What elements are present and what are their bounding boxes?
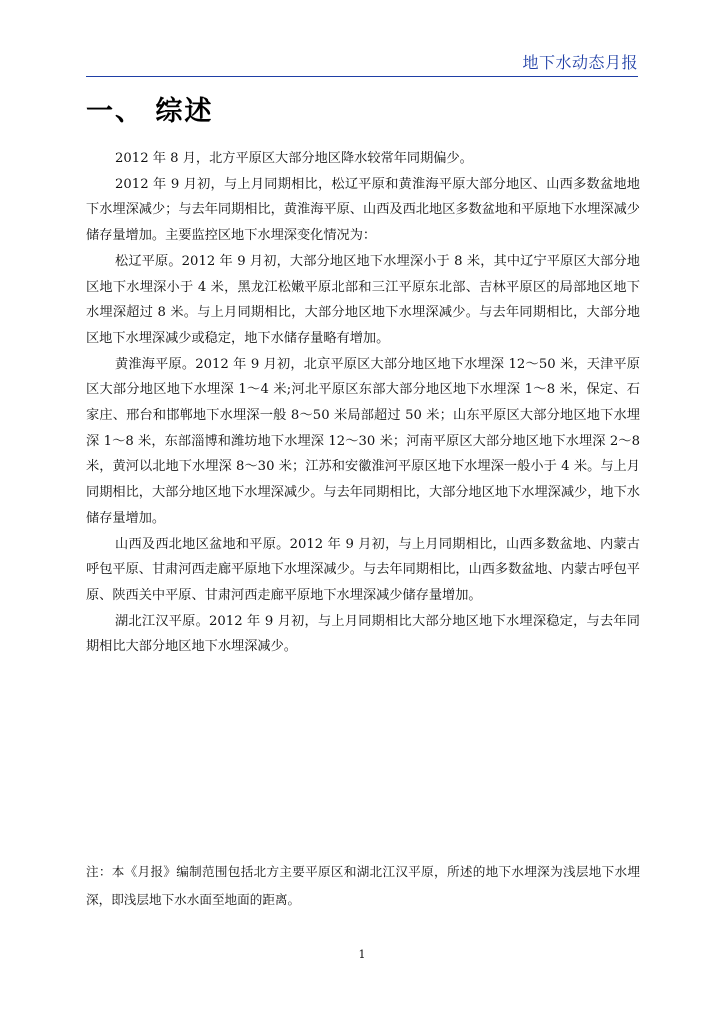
- section-heading: 一、 综述: [86, 96, 214, 127]
- paragraph-jianghan-plain: 湖北江汉平原。2012 年 9 月初，与上月同期相比大部分地区地下水埋深稳定，与去年同期相比大部分地区地下水埋深减少。: [86, 613, 640, 655]
- report-title: 地下水动态月报: [522, 53, 638, 72]
- paragraph-overview: 2012 年 8 月，北方平原区大部分地区降水较常年同期偏少。: [115, 151, 473, 166]
- footnote: 注：本《月报》编制范围包括北方主要平原区和湖北江汉平原，所述的地下水埋深为浅层地下水埋深，即浅层地下水水面至地面的距离。: [86, 864, 640, 907]
- paragraph-songliao-plain: 松辽平原。2012 年 9 月初，大部分地区地下水埋深小于 8 米，其中辽宁平原区大部分地区地下水埋深小于 4 米，黑龙江松嫩平原北部和三江平原东北部、吉林平原区的局部地区地下水埋深超过 8 米。与上月同期相比，大部分地区地下水埋深减少。与去年同期相比，大部分地区地下水埋深减少或稳定，地下水储存量略有增加。: [86, 253, 640, 346]
- summary-body: [86, 146, 640, 660]
- header-divider: [86, 76, 638, 77]
- paragraph-huanghuaihai-plain: 黄淮海平原。2012 年 9 月初，北京平原区大部分地区地下水埋深 12～50 米，天津平原区大部分地区地下水埋深 1～4 米;河北平原区东部大部分地区地下水埋深 1～8 米，保定、石家庄、邢台和邯郸地下水埋深一般 8～50 米局部超过 50 米；山东平原区大部分地区地下水埋深 1～8 米，东部淄博和潍坊地下水埋深 12～30 米；河南平原区大部分地区地下水埋深 2～8 米，黄河以北地下水埋深 8～30 米；江苏和安徽淮河平原区地下水埋深一般小于 4 米。与上月同期相比，大部分地区地下水埋深减少。与去年同期相比，大部分地区地下水埋深减少，地下水储存量增加。: [86, 356, 640, 526]
- paragraph-shanxi-northwest: 山西及西北地区盆地和平原。2012 年 9 月初，与上月同期相比，山西多数盆地、内蒙古呼包平原、甘肃河西走廊平原地下水埋深减少。与去年同期相比，山西多数盆地、内蒙古呼包平原、陕西关中平原、甘肃河西走廊平原地下水埋深减少储存量增加。: [86, 536, 640, 603]
- page-number: 1: [358, 948, 366, 961]
- paragraph-general-change: 2012 年 9 月初，与上月同期相比，松辽平原和黄淮海平原大部分地区、山西多数盆地地下水埋深减少；与去年同期相比，黄淮海平原、山西及西北地区多数盆地和平原地下水埋深减少储存量增加。主要监控区地下水埋深变化情况为：: [86, 176, 640, 244]
